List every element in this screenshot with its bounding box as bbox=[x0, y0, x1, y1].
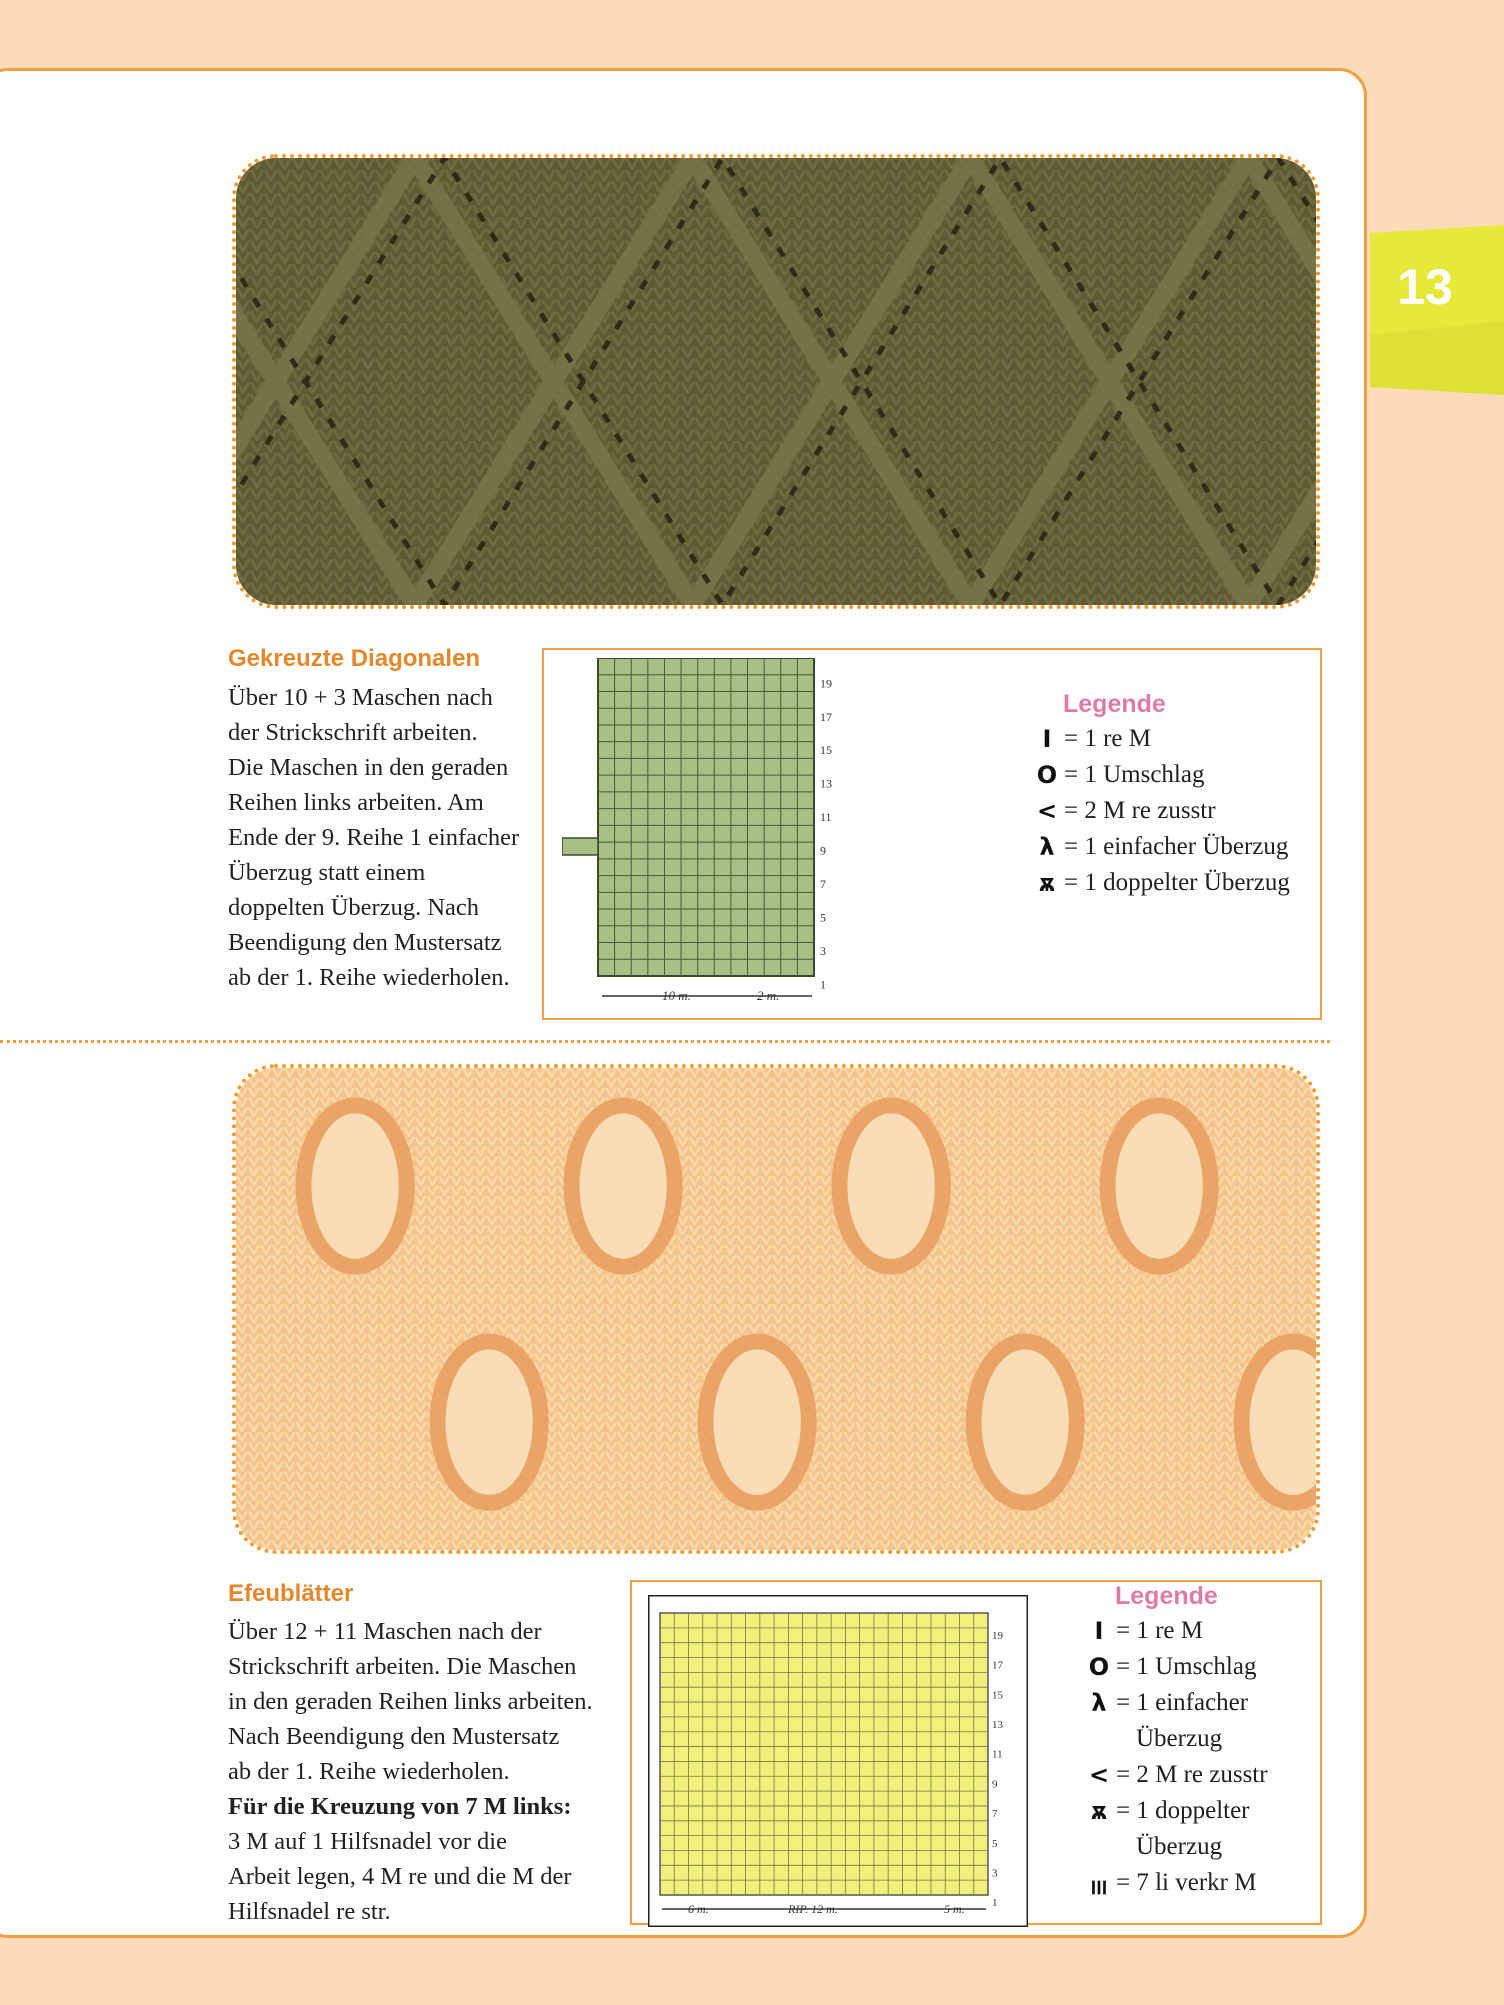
chart-row-label: 3 bbox=[992, 1867, 998, 1880]
chart-footer-1a: 10 m. bbox=[662, 988, 691, 1003]
double-lambda-icon: ѫ bbox=[1090, 1797, 1108, 1825]
chart-footer-2b: RIP. 12 m. bbox=[788, 1902, 838, 1916]
legend-text: = 1 doppelter bbox=[1116, 1797, 1250, 1824]
legend-title-2: Legende bbox=[1115, 1582, 1218, 1610]
legend-text: = 1 Umschlag bbox=[1064, 761, 1205, 788]
chart-row-label: 15 bbox=[820, 743, 832, 758]
legend-text: = 1 Umschlag bbox=[1116, 1653, 1257, 1680]
knit-swatch-photo-1 bbox=[232, 154, 1320, 609]
chart-row-label: 13 bbox=[820, 776, 832, 791]
legend-text: = 1 einfacher Überzug bbox=[1064, 833, 1289, 860]
legend-text: Überzug bbox=[1136, 1725, 1223, 1752]
chart-footer-2c: 5 m. bbox=[944, 1902, 965, 1916]
legend-text: = 1 re M bbox=[1116, 1617, 1203, 1644]
chart-row-label: 11 bbox=[992, 1748, 1003, 1761]
legend-text: = 1 doppelter Überzug bbox=[1064, 869, 1290, 896]
pattern-description-2: Über 12 + 11 Maschen nach der Strickschrift arbeiten. Die Maschen in den geraden Reihen links arbeiten. Nach Beendigung den Mustersatz ab der 1. Reihe wiederholen. Für die Kreuzung von 7 M links: 3 M auf 1 Hilfsnadel vor die Arbeit legen, 4 M re und die M der Hilfsnadel re str. bbox=[228, 1618, 593, 1925]
bar-icon: I bbox=[1042, 725, 1052, 753]
pattern-description-1: Über 10 + 3 Maschen nach der Strickschrift arbeiten. Die Maschen in den geraden Reihen links arbeiten. Am Ende der 9. Reihe 1 einfacher Überzug statt einem doppelten Überzug. Nach Beendigung den Mustersatz ab der 1. Reihe wiederholen. bbox=[228, 684, 520, 991]
chart-row-label: 11 bbox=[820, 810, 832, 825]
legend-title-1: Legende bbox=[1063, 690, 1166, 718]
pattern-title-1: Gekreuzte Diagonalen bbox=[228, 645, 481, 672]
chart-row-label: 9 bbox=[992, 1778, 998, 1791]
knitting-chart-1 bbox=[562, 658, 852, 1010]
lambda-icon: λ bbox=[1039, 833, 1055, 861]
legend-text: = 1 re M bbox=[1064, 725, 1151, 752]
circle-icon: O bbox=[1088, 1653, 1110, 1681]
legend-text: Überzug bbox=[1136, 1833, 1223, 1860]
knitting-chart-2 bbox=[648, 1595, 1028, 1927]
cross-icon: ⲽ bbox=[1090, 1872, 1108, 1900]
knit-swatch-photo-2 bbox=[232, 1064, 1320, 1554]
lambda-icon: λ bbox=[1091, 1689, 1107, 1717]
chart-row-label: 5 bbox=[992, 1837, 998, 1850]
chart-row-label: 7 bbox=[992, 1808, 998, 1821]
chart-footer-2a: 6 m. bbox=[688, 1902, 709, 1916]
chart-row-label: 1 bbox=[992, 1897, 998, 1910]
chart-row-label: 5 bbox=[820, 910, 826, 925]
legend-text: = 2 M re zusstr bbox=[1064, 797, 1216, 824]
chart-row-label: 1 bbox=[820, 977, 826, 992]
circle-icon: O bbox=[1036, 761, 1058, 789]
chart-row-label: 9 bbox=[820, 843, 826, 858]
chart-row-label: 19 bbox=[992, 1629, 1003, 1642]
chart-row-label: 13 bbox=[992, 1719, 1003, 1732]
chart-row-label: 3 bbox=[820, 944, 826, 959]
pattern-title-2: Efeublätter bbox=[228, 1580, 354, 1607]
legend-text: = 7 li verkr M bbox=[1116, 1869, 1257, 1896]
bar-icon: I bbox=[1094, 1617, 1104, 1645]
legend-text: = 2 M re zusstr bbox=[1116, 1761, 1268, 1788]
chart-row-label: 19 bbox=[820, 676, 832, 691]
chart-row-label: 7 bbox=[820, 877, 826, 892]
chart-footer-1b: 2 m. bbox=[757, 988, 780, 1003]
page-number: 13 bbox=[1397, 259, 1453, 315]
section-divider bbox=[0, 1040, 1330, 1043]
chart-row-label: 17 bbox=[820, 709, 832, 724]
chart-row-label: 17 bbox=[992, 1659, 1003, 1672]
left-decrease-icon: < bbox=[1088, 1761, 1110, 1789]
double-lambda-icon: ѫ bbox=[1038, 869, 1056, 897]
chart-row-label: 15 bbox=[992, 1689, 1003, 1702]
legend-text: = 1 einfacher bbox=[1116, 1689, 1249, 1716]
left-decrease-icon: < bbox=[1036, 797, 1058, 825]
